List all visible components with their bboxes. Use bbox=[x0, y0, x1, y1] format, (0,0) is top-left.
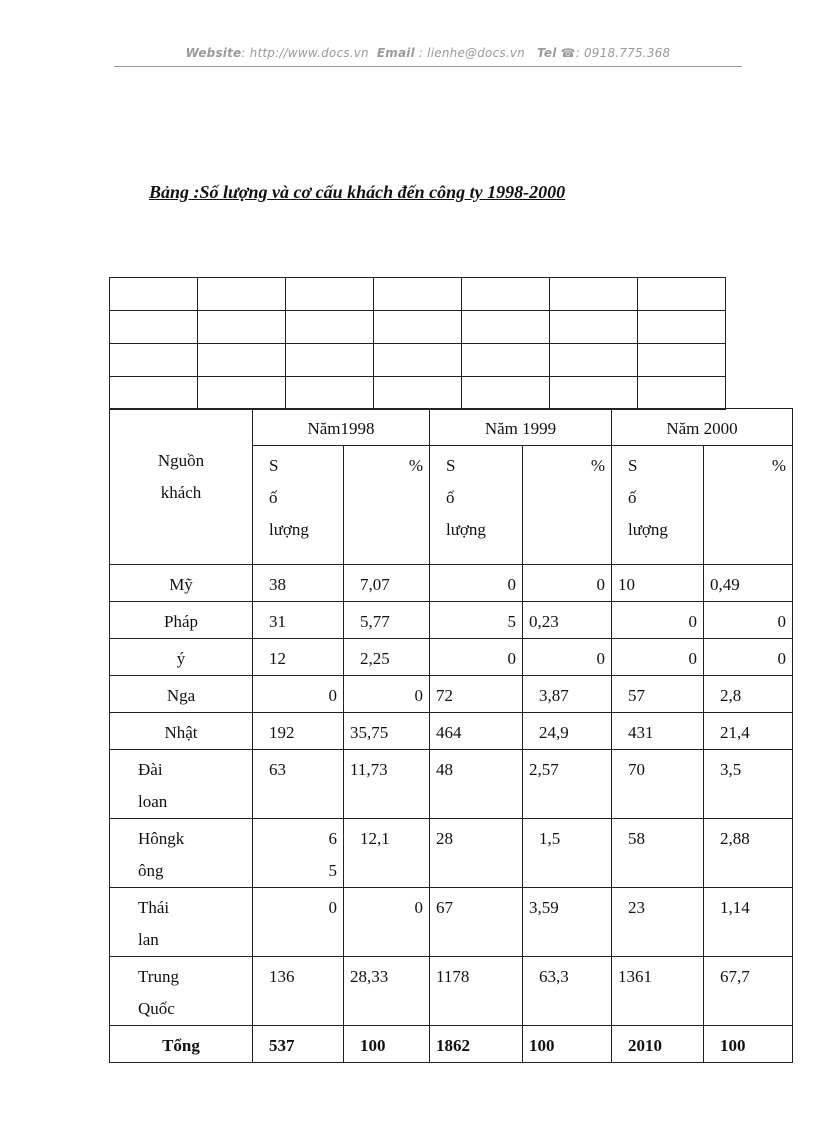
row-source: Nhật bbox=[110, 713, 253, 750]
pct-header-1999: % bbox=[523, 446, 612, 565]
count-1999: 5 bbox=[430, 602, 523, 639]
count-1998: 6 5 bbox=[253, 819, 344, 888]
count-2000: 58 bbox=[612, 819, 704, 888]
pct-1998: 11,73 bbox=[344, 750, 430, 819]
table-row bbox=[110, 713, 793, 750]
pct-2000: 1,14 bbox=[704, 888, 793, 957]
count-2000: 431 bbox=[612, 713, 704, 750]
total-label: Tổng bbox=[110, 1026, 253, 1063]
total-pct-1999: 100 bbox=[523, 1026, 612, 1063]
pct-1998: 0 bbox=[344, 676, 430, 713]
total-pct-2000: 100 bbox=[704, 1026, 793, 1063]
count-1999: 1178 bbox=[430, 957, 523, 1026]
website-value: : http://www.docs.vn bbox=[241, 46, 369, 60]
pct-2000: 0,49 bbox=[704, 565, 793, 602]
website-label: Website bbox=[185, 46, 242, 60]
count-2000: 23 bbox=[612, 888, 704, 957]
count-1998: 12 bbox=[253, 639, 344, 676]
pct-2000: 67,7 bbox=[704, 957, 793, 1026]
total-count-1998: 537 bbox=[253, 1026, 344, 1063]
table-row bbox=[110, 750, 793, 819]
row-source: Nga bbox=[110, 676, 253, 713]
row-source: Hôngk ông bbox=[110, 819, 253, 888]
pct-1998: 7,07 bbox=[344, 565, 430, 602]
pct-1998: 12,1 bbox=[344, 819, 430, 888]
table-row bbox=[110, 565, 793, 602]
page-header bbox=[114, 46, 742, 66]
table-row bbox=[110, 676, 793, 713]
count-2000: 0 bbox=[612, 602, 704, 639]
pct-2000: 2,88 bbox=[704, 819, 793, 888]
row-source: Thái lan bbox=[110, 888, 253, 957]
pct-1998: 28,33 bbox=[344, 957, 430, 1026]
count-header-1999: S ố lượng bbox=[430, 446, 523, 565]
total-pct-1998: 100 bbox=[344, 1026, 430, 1063]
count-1999: 0 bbox=[430, 565, 523, 602]
pct-2000: 3,5 bbox=[704, 750, 793, 819]
row-source: Đài loan bbox=[110, 750, 253, 819]
email-value: : lienhe@docs.vn bbox=[418, 46, 525, 60]
tel-value: : 0918.775.368 bbox=[575, 46, 671, 60]
row-source: Trung Quốc bbox=[110, 957, 253, 1026]
count-1998: 0 bbox=[253, 888, 344, 957]
table-row bbox=[110, 888, 793, 957]
total-count-1999: 1862 bbox=[430, 1026, 523, 1063]
table-row bbox=[110, 957, 793, 1026]
count-header-1998: S ố lượng bbox=[253, 446, 344, 565]
count-1999: 464 bbox=[430, 713, 523, 750]
pct-1999: 1,5 bbox=[523, 819, 612, 888]
count-1999: 28 bbox=[430, 819, 523, 888]
table-row bbox=[110, 819, 793, 888]
count-2000: 0 bbox=[612, 639, 704, 676]
pct-header-1998: % bbox=[344, 446, 430, 565]
pct-1999: 3,59 bbox=[523, 888, 612, 957]
tel-label: Tel bbox=[537, 46, 557, 60]
visitor-table bbox=[109, 408, 793, 1063]
pct-1998: 0 bbox=[344, 888, 430, 957]
pct-1999: 3,87 bbox=[523, 676, 612, 713]
header-divider bbox=[114, 66, 742, 67]
pct-1999: 0 bbox=[523, 639, 612, 676]
count-1998: 38 bbox=[253, 565, 344, 602]
pct-1999: 0,23 bbox=[523, 602, 612, 639]
pct-1999: 24,9 bbox=[523, 713, 612, 750]
count-2000: 70 bbox=[612, 750, 704, 819]
source-header: Nguồn khách bbox=[110, 409, 253, 565]
row-source: Mỹ bbox=[110, 565, 253, 602]
pct-1999: 0 bbox=[523, 565, 612, 602]
pct-1999: 63,3 bbox=[523, 957, 612, 1026]
pct-2000: 0 bbox=[704, 602, 793, 639]
year-1998-header: Năm1998 bbox=[253, 409, 430, 446]
total-count-2000: 2010 bbox=[612, 1026, 704, 1063]
empty-grid bbox=[109, 277, 726, 410]
count-1999: 0 bbox=[430, 639, 523, 676]
count-1999: 67 bbox=[430, 888, 523, 957]
count-1998: 136 bbox=[253, 957, 344, 1026]
count-1998: 63 bbox=[253, 750, 344, 819]
pct-1998: 5,77 bbox=[344, 602, 430, 639]
year-2000-header: Năm 2000 bbox=[612, 409, 793, 446]
count-1999: 72 bbox=[430, 676, 523, 713]
email-label: Email bbox=[376, 46, 415, 60]
table-header-row bbox=[110, 409, 793, 446]
document-title: Bảng :Số lượng và cơ cấu khách đến công ty 1998-2000 bbox=[149, 182, 566, 202]
count-2000: 57 bbox=[612, 676, 704, 713]
table-row bbox=[110, 639, 793, 676]
year-1999-header: Năm 1999 bbox=[430, 409, 612, 446]
pct-2000: 21,4 bbox=[704, 713, 793, 750]
total-row bbox=[110, 1026, 793, 1063]
row-source: ý bbox=[110, 639, 253, 676]
count-2000: 10 bbox=[612, 565, 704, 602]
count-1998: 31 bbox=[253, 602, 344, 639]
count-2000: 1361 bbox=[612, 957, 704, 1026]
count-header-2000: S ố lượng bbox=[612, 446, 704, 565]
count-1998: 0 bbox=[253, 676, 344, 713]
phone-icon: ☎ bbox=[560, 46, 576, 60]
pct-2000: 0 bbox=[704, 639, 793, 676]
row-source: Pháp bbox=[110, 602, 253, 639]
pct-2000: 2,8 bbox=[704, 676, 793, 713]
count-1999: 48 bbox=[430, 750, 523, 819]
pct-1998: 2,25 bbox=[344, 639, 430, 676]
pct-1998: 35,75 bbox=[344, 713, 430, 750]
table-row bbox=[110, 602, 793, 639]
count-1998: 192 bbox=[253, 713, 344, 750]
pct-1999: 2,57 bbox=[523, 750, 612, 819]
pct-header-2000: % bbox=[704, 446, 793, 565]
